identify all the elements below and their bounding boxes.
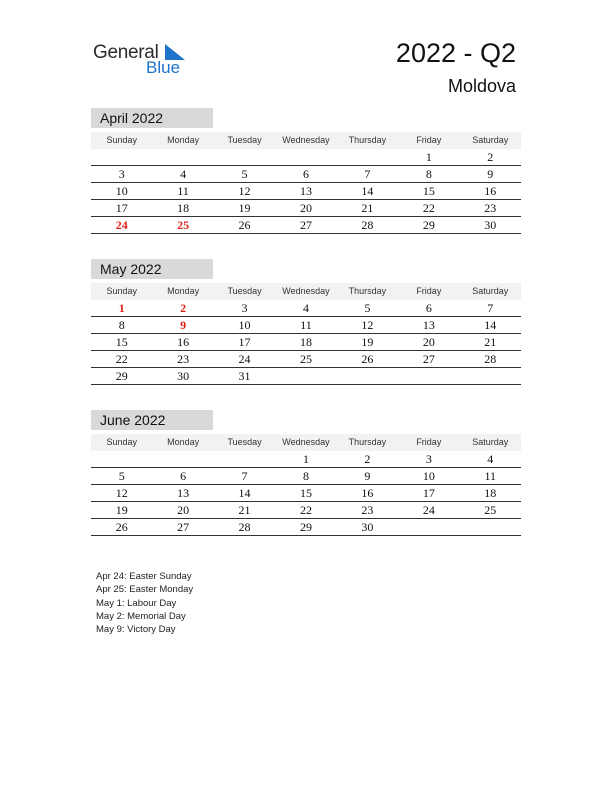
day-cell: 17 [115, 201, 128, 215]
day-cell: 5 [364, 301, 371, 315]
weekday-label: Sunday [106, 286, 137, 296]
weekday-label: Thursday [348, 286, 387, 296]
weekday-label: Friday [416, 286, 442, 296]
weekday-label: Wednesday [282, 135, 330, 145]
holiday-day-cell: 25 [177, 218, 190, 232]
logo-blue-text: Blue [146, 58, 181, 77]
holiday-note: Apr 25: Easter Monday [96, 584, 194, 596]
day-cell: 18 [177, 201, 190, 215]
weekday-label: Tuesday [227, 135, 262, 145]
weekday-label: Friday [416, 135, 442, 145]
month-may [91, 259, 521, 385]
weekday-label: Tuesday [227, 437, 262, 447]
week-row [91, 519, 521, 536]
day-cell: 26 [238, 218, 251, 232]
day-cell: 29 [299, 520, 312, 534]
day-cell: 26 [361, 352, 374, 366]
day-cell: 14 [484, 318, 497, 332]
brand-logo [93, 40, 193, 80]
month-label: June 2022 [91, 410, 213, 430]
day-cell: 21 [361, 201, 374, 215]
week-row [91, 451, 521, 468]
day-cell: 19 [238, 201, 251, 215]
day-cell: 3 [241, 301, 248, 315]
weekday-label: Tuesday [227, 286, 262, 296]
day-cell: 30 [361, 520, 374, 534]
day-cell: 15 [115, 335, 128, 349]
day-cell: 25 [299, 352, 312, 366]
day-cell: 25 [484, 503, 497, 517]
day-cell: 1 [425, 150, 432, 164]
day-cell [398, 368, 459, 384]
day-cell [214, 149, 275, 165]
day-cell: 29 [422, 218, 435, 232]
day-cell: 23 [177, 352, 190, 366]
day-cell: 23 [484, 201, 497, 215]
week-row [91, 368, 521, 385]
day-cell [152, 451, 213, 467]
day-cell: 27 [422, 352, 435, 366]
weekday-header [91, 283, 521, 300]
day-cell: 11 [484, 469, 497, 483]
day-cell: 24 [422, 503, 435, 517]
week-row [91, 351, 521, 368]
month-label: April 2022 [91, 108, 213, 128]
weekday-label: Saturday [472, 135, 509, 145]
weekday-label: Thursday [348, 135, 387, 145]
holiday-note: Apr 24: Easter Sunday [96, 571, 192, 582]
logo-general-text: General [93, 42, 159, 63]
holiday-day-cell: 1 [118, 301, 125, 315]
day-cell: 26 [115, 520, 128, 534]
day-cell: 10 [115, 184, 128, 198]
day-cell: 4 [487, 452, 494, 466]
day-cell: 16 [177, 335, 190, 349]
day-cell: 3 [425, 452, 432, 466]
day-cell: 11 [300, 318, 312, 332]
week-row [91, 468, 521, 485]
day-cell: 19 [115, 503, 128, 517]
week-row [91, 166, 521, 183]
month-april [91, 108, 521, 234]
day-cell: 20 [177, 503, 190, 517]
day-cell: 12 [115, 486, 128, 500]
day-cell: 7 [487, 301, 494, 315]
holiday-note: May 9: Victory Day [96, 624, 176, 636]
day-cell [460, 519, 521, 535]
weekday-label: Saturday [472, 437, 509, 447]
week-row [91, 217, 521, 234]
day-cell: 6 [180, 469, 187, 483]
day-cell: 10 [238, 318, 251, 332]
day-cell: 27 [299, 218, 312, 232]
weekday-label: Sunday [106, 135, 137, 145]
holiday-day-cell: 2 [180, 301, 187, 315]
day-cell: 24 [238, 352, 251, 366]
holiday-notes [96, 570, 193, 636]
week-row [91, 183, 521, 200]
week-row [91, 200, 521, 217]
day-cell: 16 [361, 486, 374, 500]
day-cell: 29 [115, 369, 128, 383]
day-cell: 17 [422, 486, 435, 500]
day-cell: 18 [484, 486, 497, 500]
day-cell: 28 [238, 520, 251, 534]
day-cell [152, 149, 213, 165]
day-cell: 22 [115, 352, 128, 366]
weekday-label: Wednesday [282, 286, 330, 296]
week-row [91, 300, 521, 317]
day-cell [214, 451, 275, 467]
day-cell: 7 [364, 167, 371, 181]
day-cell: 5 [241, 167, 248, 181]
day-cell: 7 [241, 469, 248, 483]
day-cell [275, 149, 336, 165]
weekday-label: Friday [416, 437, 442, 447]
day-cell: 9 [487, 167, 494, 181]
day-cell: 27 [177, 520, 190, 534]
day-cell: 8 [118, 318, 125, 332]
weekday-label: Wednesday [282, 437, 330, 447]
week-row [91, 485, 521, 502]
day-cell: 12 [361, 318, 374, 332]
holiday-day-cell: 9 [180, 318, 187, 332]
day-cell: 31 [238, 369, 251, 383]
day-cell [275, 368, 336, 384]
day-cell [337, 368, 398, 384]
day-cell [460, 368, 521, 384]
page-title: 2022 - Q2 [395, 38, 516, 68]
weekday-label: Thursday [348, 437, 387, 447]
day-cell: 12 [238, 184, 251, 198]
day-cell: 15 [299, 486, 312, 500]
day-cell: 22 [299, 503, 312, 517]
day-cell: 6 [302, 167, 309, 181]
month-june [91, 410, 521, 536]
month-label: May 2022 [91, 259, 213, 279]
day-cell [398, 519, 459, 535]
day-cell: 20 [422, 335, 435, 349]
holiday-note: May 1: Labour Day [96, 597, 177, 609]
day-cell: 23 [361, 503, 374, 517]
week-row [91, 334, 521, 351]
weekday-label: Sunday [106, 437, 137, 447]
day-cell: 30 [177, 369, 190, 383]
day-cell: 28 [361, 218, 374, 232]
week-row [91, 317, 521, 334]
weekday-label: Monday [167, 135, 200, 145]
day-cell: 15 [422, 184, 435, 198]
day-cell: 22 [422, 201, 435, 215]
country-name: Moldova [447, 76, 516, 96]
day-cell: 6 [425, 301, 432, 315]
day-cell: 10 [422, 469, 435, 483]
day-cell: 30 [484, 218, 497, 232]
holiday-note: May 2: Memorial Day [96, 610, 186, 622]
day-cell: 9 [364, 469, 371, 483]
day-cell: 17 [238, 335, 251, 349]
day-cell: 16 [484, 184, 497, 198]
day-cell [91, 149, 152, 165]
day-cell: 2 [487, 150, 494, 164]
day-cell: 18 [299, 335, 312, 349]
holiday-day-cell: 24 [115, 218, 128, 232]
day-cell: 13 [299, 184, 312, 198]
day-cell: 13 [177, 486, 190, 500]
day-cell: 8 [425, 167, 432, 181]
day-cell: 13 [422, 318, 435, 332]
day-cell: 21 [484, 335, 497, 349]
day-cell [337, 149, 398, 165]
day-cell: 5 [118, 469, 125, 483]
week-row [91, 502, 521, 519]
day-cell: 19 [361, 335, 374, 349]
day-cell: 4 [302, 301, 309, 315]
weekday-label: Saturday [472, 286, 509, 296]
day-cell: 8 [302, 469, 309, 483]
weekday-header [91, 434, 521, 451]
day-cell [91, 451, 152, 467]
week-row [91, 149, 521, 166]
weekday-header [91, 132, 521, 149]
day-cell: 4 [180, 167, 187, 181]
day-cell: 2 [364, 452, 371, 466]
day-cell: 28 [484, 352, 497, 366]
day-cell: 20 [299, 201, 312, 215]
weekday-label: Monday [167, 286, 200, 296]
day-cell: 14 [238, 486, 251, 500]
day-cell: 1 [302, 452, 309, 466]
weekday-label: Monday [167, 437, 200, 447]
day-cell: 14 [361, 184, 374, 198]
day-cell: 11 [177, 184, 189, 198]
day-cell: 21 [238, 503, 251, 517]
day-cell: 3 [118, 167, 125, 181]
